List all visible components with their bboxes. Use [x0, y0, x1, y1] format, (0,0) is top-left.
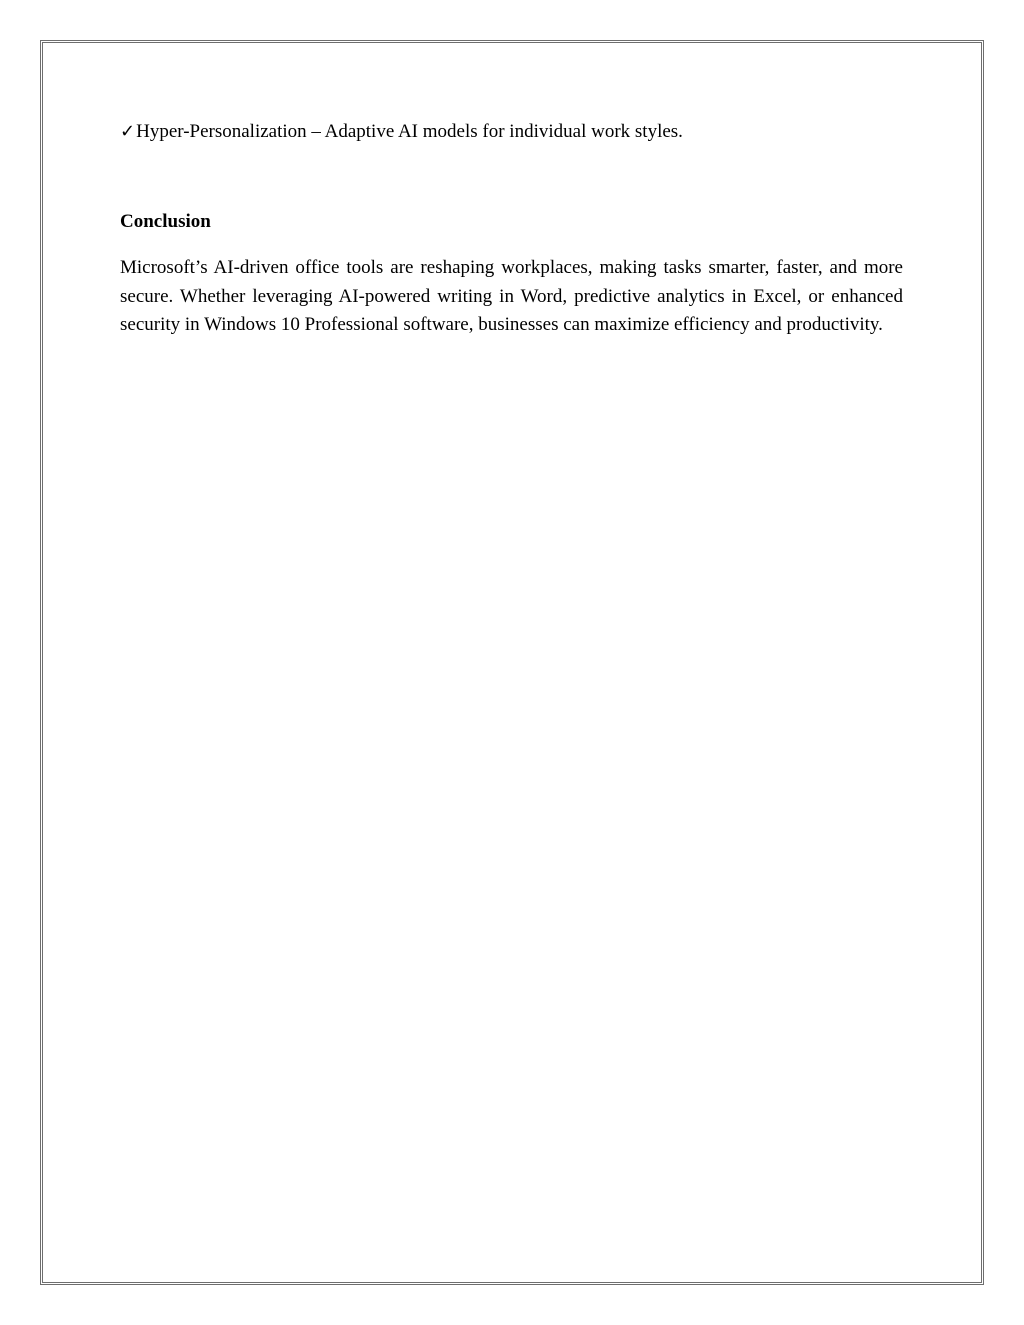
conclusion-heading: Conclusion — [120, 211, 211, 232]
bullet-text: Hyper-Personalization – Adaptive AI models for individual work styles. — [136, 121, 683, 142]
check-mark-icon: ✓ — [120, 121, 136, 142]
bullet-item — [120, 118, 903, 146]
page-content — [120, 118, 903, 340]
conclusion-paragraph: Microsoft’s AI-driven office tools are reshaping workplaces, making tasks smarter, faster, and more secure. Whether leveraging AI-powered writing in Word, predictive analytics in Excel, or enhanced security in Windows 10 Professional software, businesses can maximize efficiency and productivity. — [120, 257, 903, 335]
